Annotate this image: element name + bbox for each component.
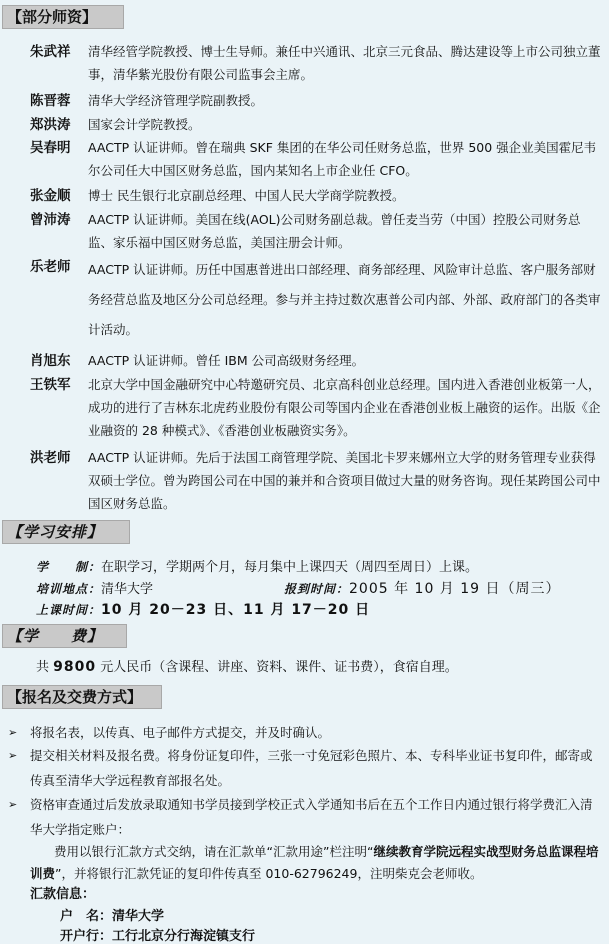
fee-prefix: 共 (36, 660, 54, 675)
faculty-desc: AACTP 认证讲师。曾任 IBM 公司高级财务经理。 (88, 353, 365, 368)
faculty-desc: AACTP 认证讲师。历任中国惠普进出口部经理、商务部经理、风险审计总监、客户服务部财务经营总监及地区分公司总经理。参与并主持过数次惠普公司内部、外部、政府部门的各类审计活动。 (88, 262, 601, 337)
arrow-bullet-icon: ➢ (8, 726, 18, 739)
register-section-title: 【报名及交费方式】 (2, 685, 162, 709)
schedule-system (36, 556, 478, 575)
schedule-location-label: 培训地点： (36, 582, 102, 596)
faculty-name: 洪老师 (30, 450, 71, 466)
faculty-name: 张金顺 (30, 188, 71, 204)
arrow-bullet-icon: ➢ (8, 798, 18, 811)
faculty-name: 朱武祥 (30, 44, 71, 60)
remit-highlight: 继续教育学院远程实战型财务总监课程培训费 (30, 844, 599, 881)
schedule-class-label: 上课时间： (36, 603, 102, 617)
schedule-report-label: 报到时间： (284, 582, 350, 596)
fee-amount: 9800 (53, 659, 97, 675)
remit-instructions (30, 841, 601, 885)
schedule-location-value: 清华大学 (101, 582, 154, 597)
remit-post: ”，并将银行汇款凭证的复印件传真至 010-62796249，注明柴克会老师收。 (55, 866, 483, 881)
faculty-name: 郑洪涛 (30, 117, 71, 133)
register-item-text: 将报名表，以传真、电子邮件方式提交，并及时确认。 (30, 725, 331, 740)
faculty-desc: AACTP 认证讲师。先后于法国工商管理学院、美国北卡罗来娜州立大学的财务管理专业获得双硕士学位。曾为跨国公司在中国的兼并和合资项目做过大量的财务咨询。现任某跨国公司中国区财务总监。 (88, 450, 601, 511)
schedule-class-value: 10 月 20－23 日、11 月 17－20 日 (101, 602, 371, 618)
schedule-system-label: 学 制： (36, 560, 102, 574)
faculty-name: 肖旭东 (30, 353, 71, 369)
schedule-report (284, 578, 561, 598)
faculty-name: 陈晋蓉 (30, 93, 71, 109)
faculty-desc: AACTP 认证讲师。曾在瑞典 SKF 集团的在华公司任财务总监，世界 500 强企业美国霍尼韦尔公司任大中国区财务总监，国内某知名上市企业任 CFO。 (88, 140, 597, 178)
fee-section-title: 【学 费】 (2, 624, 127, 648)
faculty-desc: 清华大学经济管理学院副教授。 (88, 93, 264, 108)
schedule-section-title: 【学习安排】 (2, 520, 130, 544)
schedule-class-time (36, 599, 370, 619)
remit-pre: 费用以银行汇款方式交纳，请在汇款单“汇款用途”栏注明“ (54, 844, 374, 859)
faculty-desc: 博士 民生银行北京副总经理、中国人民大学商学院教授。 (88, 188, 405, 203)
faculty-section-title: 【部分师资】 (2, 5, 124, 29)
faculty-desc: 清华经管学院教授、博士生导师。兼任中兴通讯、北京三元食品、腾达建设等上市公司独立董事，清华紫光股份有限公司监事会主席。 (88, 44, 601, 82)
schedule-report-value: 2005 年 10 月 19 日（周三） (349, 581, 561, 597)
fee-suffix: 元人民币（含课程、讲座、资料、课件、证书费），食宿自理。 (96, 660, 458, 675)
faculty-name: 曾沛涛 (30, 212, 71, 228)
faculty-desc: 北京大学中国金融研究中心特邀研究员、北京高科创业总经理。国内进入香港创业板第一人，成功的进行了吉林东北虎药业股份有限公司等国内企业在香港创业板上融资的运作。出版《企业融资的 28 种模式》、《香港创业板融资实务》。 (88, 377, 601, 438)
arrow-bullet-icon: ➢ (8, 749, 18, 762)
register-item-text: 提交相关材料及报名费。将身份证复印件，三张一寸免冠彩色照片、本、专科毕业证书复印件，邮寄或传真至清华大学远程教育部报名处。 (30, 748, 593, 788)
faculty-desc: 国家会计学院教授。 (88, 117, 201, 132)
remit-info-title: 汇款信息： (30, 887, 96, 902)
faculty-name: 吴春明 (30, 140, 71, 156)
schedule-location (36, 578, 153, 597)
schedule-system-value: 在职学习，学期两个月，每月集中上课四天（周四至周日）上课。 (101, 560, 479, 575)
register-item-text: 资格审查通过后发放录取通知书学员接到学校正式入学通知书后在五个工作日内通过银行将学费汇入清华大学指定账户： (30, 797, 593, 837)
faculty-desc: AACTP 认证讲师。美国在线(AOL)公司财务副总裁。曾任麦当劳（中国）控股公司财务总监、家乐福中国区财务总监，美国注册会计师。 (88, 212, 581, 250)
faculty-name: 王铁军 (30, 377, 71, 393)
fee-text (36, 656, 458, 675)
account-name: 户 名：清华大学 (60, 909, 165, 924)
faculty-entry (30, 40, 603, 86)
faculty-name: 乐老师 (30, 259, 71, 275)
bank-name: 开户行：工行北京分行海淀镇支行 (60, 929, 256, 944)
